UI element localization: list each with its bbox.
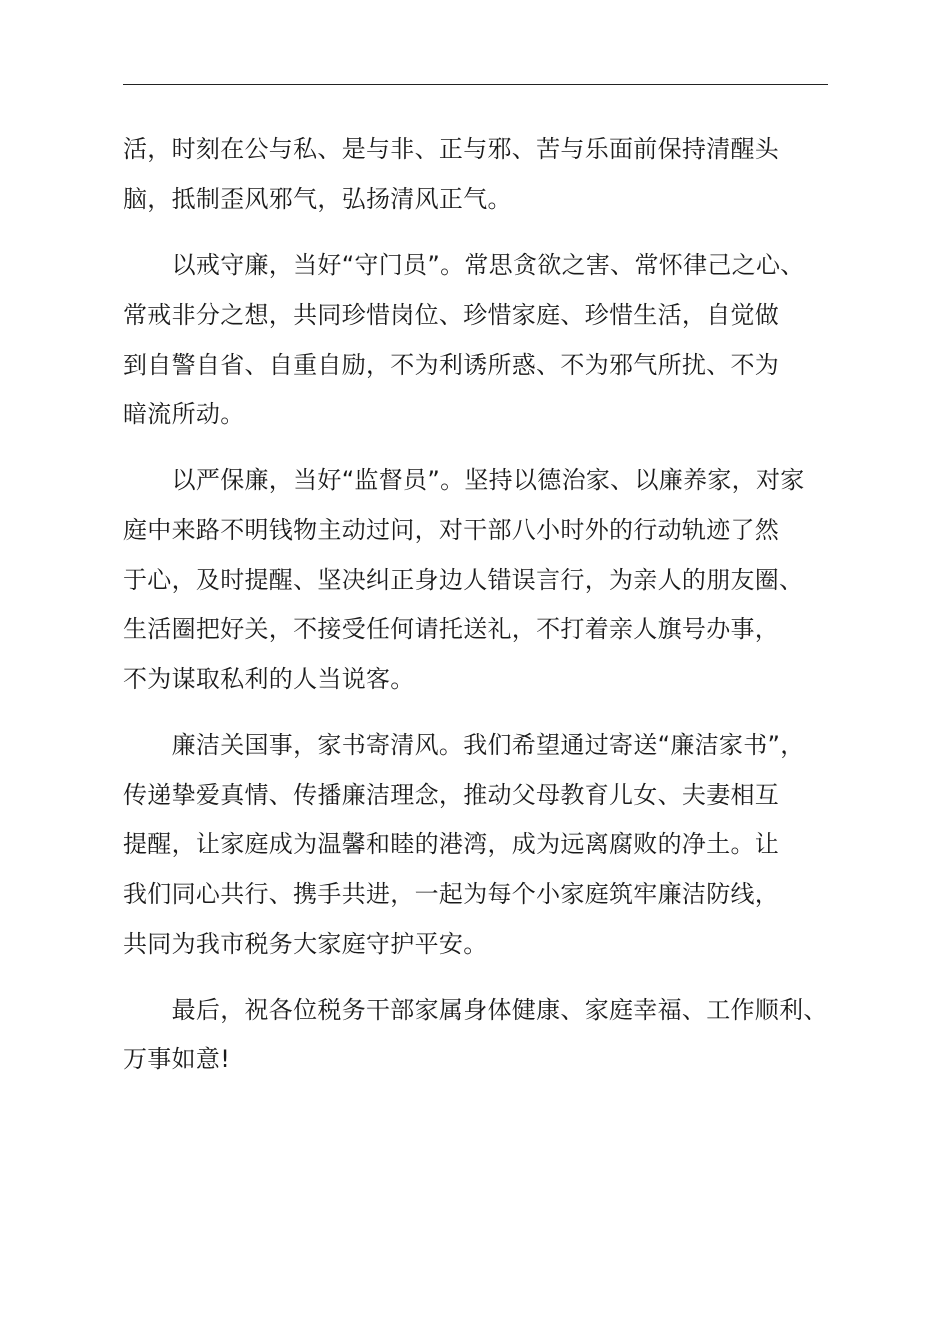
header-rule bbox=[123, 84, 828, 85]
text-line: 以戒守廉，当好“守门员”。常思贪欲之害、常怀律己之心、 bbox=[123, 251, 805, 279]
text-line: 提醒，让家庭成为温馨和睦的港湾，成为远离腐败的净土。让 bbox=[123, 830, 780, 858]
text-line: 不为谋取私利的人当说客。 bbox=[123, 665, 415, 693]
text-line: 生活圈把好关，不接受任何请托送礼，不打着亲人旗号办事， bbox=[123, 615, 780, 643]
text-line: 活，时刻在公与私、是与非、正与邪、苦与乐面前保持清醒头 bbox=[123, 135, 780, 163]
text-line: 万事如意! bbox=[123, 1045, 231, 1073]
text-line: 共同为我市税务大家庭守护平安。 bbox=[123, 930, 488, 958]
text-line: 于心，及时提醒、坚决纠正身边人错误言行，为亲人的朋友圈、 bbox=[123, 566, 804, 594]
text-line: 脑，抵制歪风邪气，弘扬清风正气。 bbox=[123, 185, 512, 213]
text-line: 以严保廉，当好“监督员”。坚持以德治家、以廉养家，对家 bbox=[123, 466, 805, 494]
text-line: 暗流所动。 bbox=[123, 400, 245, 428]
text-line: 常戒非分之想，共同珍惜岗位、珍惜家庭、珍惜生活，自觉做 bbox=[123, 301, 780, 329]
text-line: 传递挚爱真情、传播廉洁理念，推动父母教育儿女、夫妻相互 bbox=[123, 781, 780, 809]
text-line: 最后，祝各位税务干部家属身体健康、家庭幸福、工作顺利、 bbox=[123, 996, 828, 1024]
text-line: 廉洁关国事，家书寄清风。我们希望通过寄送“廉洁家书”， bbox=[123, 731, 805, 759]
text-line: 到自警自省、自重自励，不为利诱所惑、不为邪气所扰、不为 bbox=[123, 351, 780, 379]
text-line: 庭中来路不明钱物主动过问，对干部八小时外的行动轨迹了然 bbox=[123, 516, 780, 544]
text-line: 我们同心共行、携手共进，一起为每个小家庭筑牢廉洁防线， bbox=[123, 880, 780, 908]
